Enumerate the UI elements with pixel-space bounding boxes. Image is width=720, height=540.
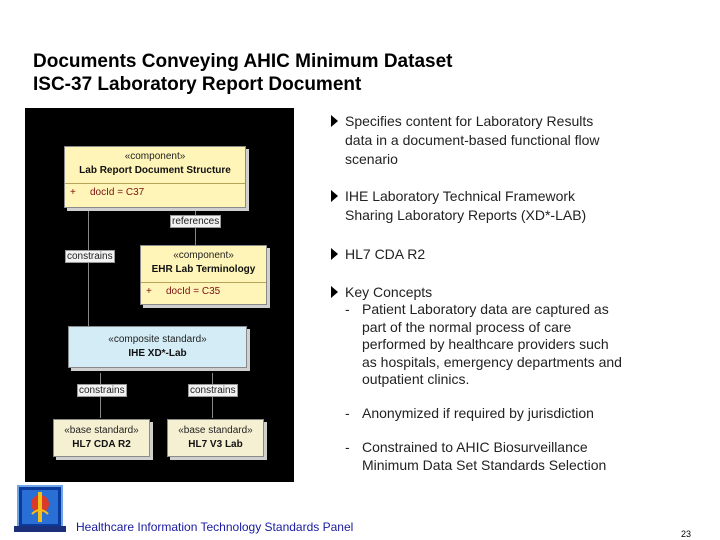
- slide-title-line-2: ISC-37 Laboratory Report Document: [33, 74, 362, 95]
- text-line: Key Concepts: [345, 284, 433, 300]
- sub-bullet-text: [362, 405, 667, 423]
- attribute-visibility: +: [70, 187, 76, 198]
- text-line: Constrained to AHIC Biosurveillance: [362, 439, 588, 455]
- bullet-arrow-icon: [331, 248, 338, 260]
- footer-org: Healthcare Information Technology Standards Panel: [76, 520, 354, 534]
- constrains-tag: constrains: [79, 385, 125, 396]
- text-line: Sharing Laboratory Reports (XD*-LAB): [345, 207, 587, 223]
- bullet-text: [345, 283, 665, 302]
- standard-name: HL7 CDA R2: [72, 439, 131, 450]
- attribute-value: docId = C35: [166, 286, 221, 297]
- references-tag: references: [172, 216, 220, 227]
- bullet-text: [345, 245, 665, 264]
- text-line: Specifies content for Laboratory Results: [345, 113, 594, 129]
- text-line: IHE Laboratory Technical Framework: [345, 188, 576, 204]
- text-line: outpatient clinics.: [362, 371, 470, 387]
- dash-marker: -: [345, 439, 350, 455]
- attribute-visibility: +: [146, 286, 152, 297]
- bullet-text: [345, 187, 665, 225]
- component-attribute: [141, 282, 266, 304]
- hl7-cda-r2-box: [53, 419, 150, 457]
- bullet-arrow-icon: [331, 190, 338, 202]
- standard-name: IHE XD*-Lab: [128, 348, 187, 359]
- stereotype-label: «component»: [124, 151, 186, 162]
- constrains-tag: constrains: [190, 385, 236, 396]
- text-line: HL7 CDA R2: [345, 246, 426, 262]
- ihe-xd-lab-box: [68, 326, 247, 368]
- bullet-text: [345, 112, 665, 169]
- slide-title: [33, 50, 452, 96]
- sub-bullet-text: [362, 439, 667, 474]
- ehr-lab-terminology-box: [140, 245, 267, 305]
- text-line: performed by healthcare providers such: [362, 336, 609, 352]
- bullet-arrow-icon: [331, 286, 338, 298]
- hitsp-logo-icon: [14, 482, 69, 534]
- slide-title-line-1: Documents Conveying AHIC Minimum Dataset: [33, 51, 453, 72]
- standard-name: HL7 V3 Lab: [188, 439, 243, 450]
- hl7-v3-lab-box: [167, 419, 264, 457]
- dash-marker: -: [345, 301, 350, 317]
- stereotype-label: «base standard»: [64, 425, 139, 436]
- lab-report-document-structure-box: [64, 146, 246, 208]
- text-line: part of the normal process of care: [362, 318, 572, 335]
- constrains-tag: constrains: [67, 251, 113, 262]
- bullet-arrow-icon: [331, 115, 338, 127]
- page-number: 23: [681, 529, 692, 539]
- stereotype-label: «composite standard»: [108, 334, 207, 345]
- text-line: Anonymized if required by jurisdiction: [362, 405, 594, 421]
- connector-line: [88, 206, 89, 326]
- text-line: Minimum Data Set Standards Selection: [362, 456, 607, 473]
- attribute-value: docId = C37: [90, 187, 145, 198]
- standards-diagram: [25, 108, 294, 482]
- text-line: as hospitals, emergency departments and: [362, 353, 622, 370]
- dash-marker: -: [345, 405, 350, 421]
- stereotype-label: «component»: [173, 250, 234, 261]
- text-line: scenario: [345, 151, 398, 167]
- text-line: Patient Laboratory data are captured as: [362, 301, 609, 317]
- text-line: data in a document-based functional flow: [345, 132, 600, 148]
- sub-bullet-text: [362, 301, 667, 389]
- stereotype-label: «base standard»: [178, 425, 253, 436]
- component-attribute: [65, 183, 245, 207]
- component-name: Lab Report Document Structure: [79, 165, 231, 176]
- component-name: EHR Lab Terminology: [151, 264, 256, 275]
